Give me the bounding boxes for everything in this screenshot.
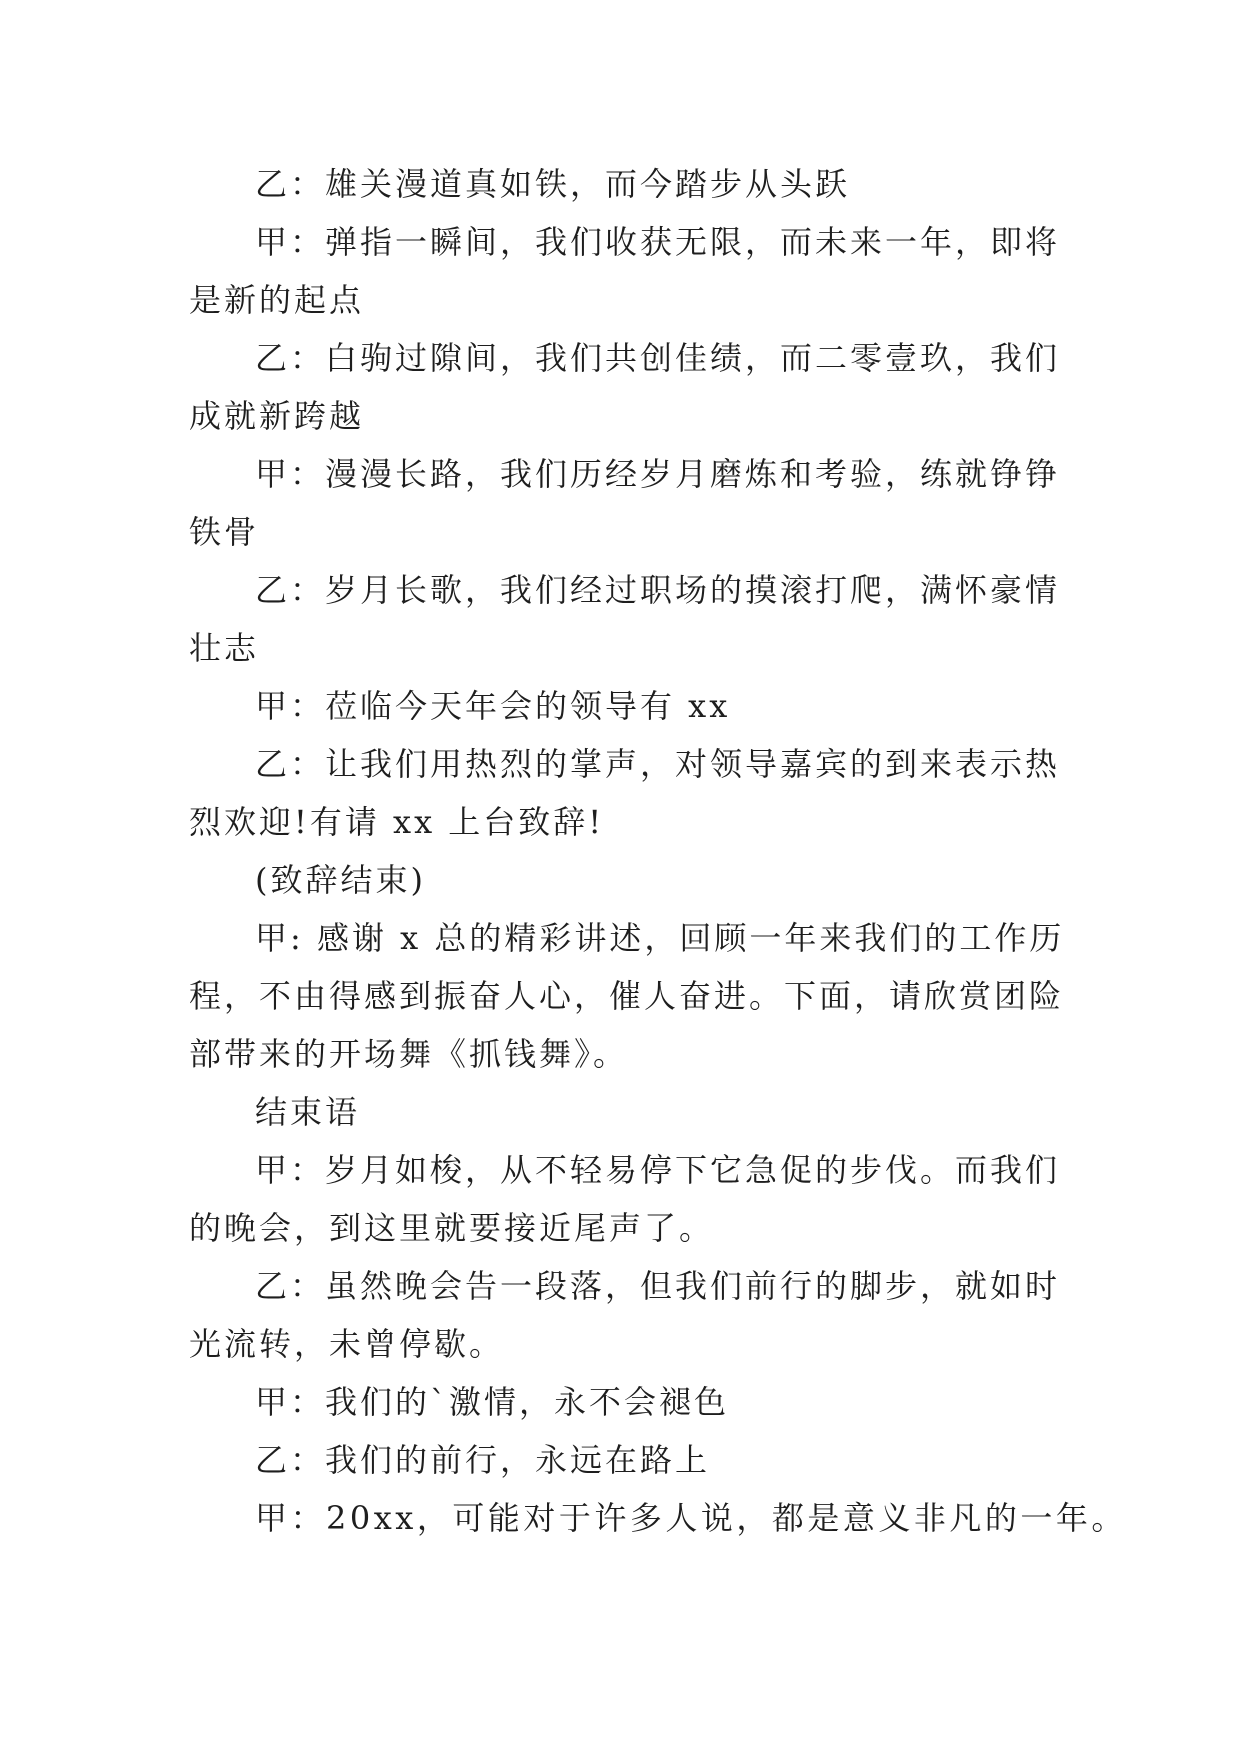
paragraph: (致辞结束) (255, 861, 426, 899)
document-body (189, 155, 1127, 1547)
paragraph: 结束语 (255, 1093, 361, 1131)
paragraph: 甲：漫漫长路，我们历经岁月磨炼和考验，练就铮铮铁骨 (189, 455, 1061, 551)
paragraph: 乙：我们的前行，永远在路上 (255, 1441, 711, 1479)
paragraph: 乙：虽然晚会告一段落，但我们前行的脚步，就如时光流转，未曾停歇。 (189, 1267, 1061, 1363)
paragraph: 甲：莅临今天年会的领导有 xx (255, 687, 731, 725)
paragraph: 甲：我们的`激情，永不会褪色 (255, 1383, 730, 1421)
paragraph: 甲：20xx，可能对于许多人说，都是意义非凡的一年。 (255, 1499, 1127, 1537)
paragraph: 乙：雄关漫道真如铁，而今踏步从头跃 (255, 165, 851, 203)
paragraph: 甲: 感谢 x 总的精彩讲述，回顾一年来我们的工作历程，不由得感到振奋人心，催人奋进。下面，请欣赏团险部带来的开场舞《抓钱舞》。 (189, 919, 1065, 1073)
paragraph: 甲：弹指一瞬间，我们收获无限，而未来一年，即将是新的起点 (189, 223, 1061, 319)
paragraph: 乙：让我们用热烈的掌声，对领导嘉宾的到来表示热烈欢迎!有请 xx 上台致辞! (189, 745, 1061, 841)
paragraph: 乙：白驹过隙间，我们共创佳绩，而二零壹玖，我们成就新跨越 (189, 339, 1061, 435)
paragraph: 甲：岁月如梭，从不轻易停下它急促的步伐。而我们的晚会，到这里就要接近尾声了。 (189, 1151, 1061, 1247)
paragraph: 乙：岁月长歌，我们经过职场的摸滚打爬，满怀豪情壮志 (189, 571, 1061, 667)
